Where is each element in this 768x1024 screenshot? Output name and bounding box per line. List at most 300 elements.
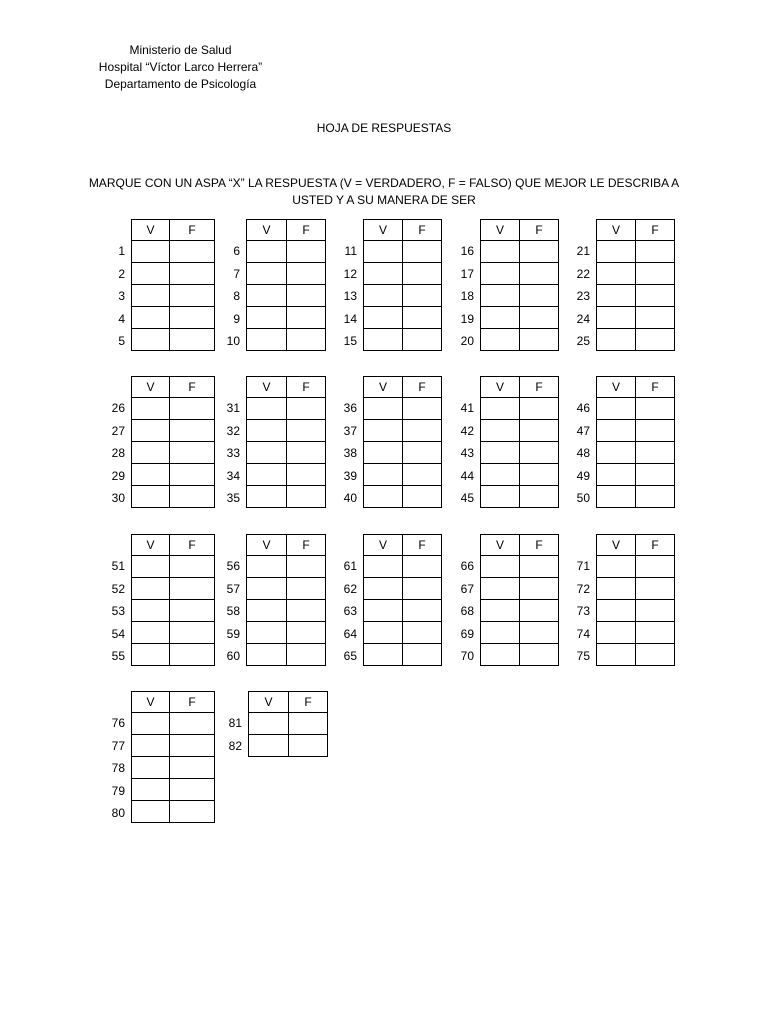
answer-table <box>246 376 326 508</box>
answer-row <box>481 486 559 508</box>
answer-cell-v[interactable] <box>247 307 287 329</box>
answer-cell-f[interactable] <box>170 713 215 735</box>
question-number: 77 <box>111 738 125 753</box>
answer-row <box>597 600 675 622</box>
question-number: 55 <box>111 649 125 663</box>
answer-row <box>132 779 215 801</box>
answer-cell-f[interactable] <box>287 644 326 666</box>
question-number: 20 <box>460 334 474 348</box>
answer-cell-f[interactable] <box>287 600 326 622</box>
answer-cell-v[interactable] <box>364 285 403 307</box>
answer-cell-v[interactable] <box>247 398 287 420</box>
answer-cell-v[interactable] <box>481 486 520 508</box>
answer-cell-v[interactable] <box>247 464 287 486</box>
answer-cell-f[interactable] <box>403 644 442 666</box>
answer-table <box>480 219 559 351</box>
answer-cell-v[interactable] <box>249 713 289 735</box>
answer-cell-v[interactable] <box>481 285 520 307</box>
answer-row <box>597 486 675 508</box>
answer-cell-v[interactable] <box>481 622 520 644</box>
answer-cell-v[interactable] <box>247 329 287 351</box>
answer-cell-f[interactable] <box>403 263 442 285</box>
question-number: 8 <box>233 289 240 303</box>
answer-cell-v[interactable] <box>597 263 636 285</box>
answer-cell-f[interactable] <box>170 398 215 420</box>
answer-row <box>364 600 442 622</box>
answer-cell-v[interactable] <box>481 263 520 285</box>
column-header-f: F <box>287 535 326 556</box>
answer-cell-f[interactable] <box>636 420 675 442</box>
answer-cell-f[interactable] <box>636 307 675 329</box>
answer-cell-v[interactable] <box>132 713 170 735</box>
answer-cell-v[interactable] <box>132 757 170 779</box>
answer-cell-v[interactable] <box>132 578 170 600</box>
answer-cell-v[interactable] <box>247 556 287 578</box>
answer-row <box>247 600 326 622</box>
question-number: 70 <box>460 649 474 663</box>
answer-cell-f[interactable] <box>636 622 675 644</box>
column-header-f: F <box>170 377 215 398</box>
answer-row <box>247 241 326 263</box>
answer-cell-v[interactable] <box>597 241 636 263</box>
answer-cell-f[interactable] <box>520 578 559 600</box>
answer-cell-f[interactable] <box>287 578 326 600</box>
question-number: 56 <box>226 559 240 573</box>
column-header-f: F <box>636 377 675 398</box>
answer-cell-v[interactable] <box>597 285 636 307</box>
answer-row <box>481 644 559 666</box>
answer-cell-v[interactable] <box>481 329 520 351</box>
answer-row <box>247 622 326 644</box>
answer-cell-f[interactable] <box>403 420 442 442</box>
answer-row <box>249 735 328 757</box>
column-header-v: V <box>132 377 170 398</box>
answer-cell-v[interactable] <box>247 285 287 307</box>
answer-row <box>132 329 215 351</box>
answer-cell-v[interactable] <box>364 486 403 508</box>
question-number: 65 <box>343 649 357 663</box>
answer-cell-f[interactable] <box>520 307 559 329</box>
answer-cell-v[interactable] <box>597 600 636 622</box>
answer-cell-f[interactable] <box>520 398 559 420</box>
question-number: 62 <box>343 581 357 596</box>
question-number: 5 <box>118 334 125 348</box>
column-header-v: V <box>249 692 289 713</box>
answer-cell-f[interactable] <box>520 329 559 351</box>
answer-row <box>364 285 442 307</box>
answer-cell-v[interactable] <box>364 556 403 578</box>
answer-cell-v[interactable] <box>597 442 636 464</box>
answer-cell-v[interactable] <box>132 464 170 486</box>
answer-cell-v[interactable] <box>132 600 170 622</box>
answer-cell-v[interactable] <box>249 735 289 757</box>
answer-cell-f[interactable] <box>403 486 442 508</box>
answer-cell-f[interactable] <box>520 442 559 464</box>
answer-row <box>132 600 215 622</box>
answer-cell-v[interactable] <box>597 329 636 351</box>
column-header-f: F <box>636 220 675 241</box>
answer-row <box>481 622 559 644</box>
answer-cell-f[interactable] <box>403 398 442 420</box>
answer-row <box>597 307 675 329</box>
answer-cell-v[interactable] <box>364 442 403 464</box>
answer-cell-f[interactable] <box>170 442 215 464</box>
question-number: 72 <box>576 581 590 596</box>
column-header-v: V <box>247 220 287 241</box>
answer-cell-v[interactable] <box>364 307 403 329</box>
answer-row <box>481 241 559 263</box>
answer-row <box>597 464 675 486</box>
answer-row <box>364 486 442 508</box>
answer-cell-v[interactable] <box>132 801 170 823</box>
question-number: 47 <box>576 423 590 438</box>
answer-cell-f[interactable] <box>403 442 442 464</box>
column-header-f: F <box>403 535 442 556</box>
answer-cell-v[interactable] <box>364 263 403 285</box>
question-number: 39 <box>343 468 357 483</box>
answer-cell-f[interactable] <box>403 285 442 307</box>
answer-table <box>480 376 559 508</box>
answer-cell-f[interactable] <box>403 307 442 329</box>
answer-cell-f[interactable] <box>287 398 326 420</box>
answer-cell-f[interactable] <box>170 735 215 757</box>
question-number: 59 <box>226 626 240 641</box>
answer-cell-v[interactable] <box>597 644 636 666</box>
question-number: 27 <box>111 423 125 438</box>
question-number: 24 <box>576 311 590 326</box>
answer-cell-f[interactable] <box>170 779 215 801</box>
answer-row <box>132 464 215 486</box>
column-header-v: V <box>481 377 520 398</box>
answer-cell-f[interactable] <box>287 263 326 285</box>
answer-cell-v[interactable] <box>132 329 170 351</box>
answer-cell-v[interactable] <box>364 600 403 622</box>
answer-row <box>247 442 326 464</box>
answer-cell-v[interactable] <box>132 735 170 757</box>
answer-table <box>596 219 675 351</box>
column-header-f: F <box>170 220 215 241</box>
answer-cell-v[interactable] <box>364 398 403 420</box>
answer-cell-f[interactable] <box>520 241 559 263</box>
answer-row <box>597 263 675 285</box>
question-number: 69 <box>460 626 474 641</box>
question-number: 14 <box>343 311 357 326</box>
answer-cell-v[interactable] <box>247 644 287 666</box>
column-header-f: F <box>170 692 215 713</box>
answer-row <box>247 263 326 285</box>
answer-cell-v[interactable] <box>247 486 287 508</box>
answer-table <box>246 219 326 351</box>
answer-row <box>481 398 559 420</box>
question-number: 19 <box>460 311 474 326</box>
question-number: 51 <box>111 559 125 573</box>
answer-cell-v[interactable] <box>597 398 636 420</box>
question-number: 48 <box>576 446 590 460</box>
answer-row <box>132 241 215 263</box>
answer-cell-v[interactable] <box>132 486 170 508</box>
answer-cell-v[interactable] <box>132 420 170 442</box>
answer-cell-v[interactable] <box>132 622 170 644</box>
answer-cell-f[interactable] <box>170 556 215 578</box>
question-number: 71 <box>576 559 590 573</box>
answer-cell-v[interactable] <box>481 398 520 420</box>
answer-cell-v[interactable] <box>247 622 287 644</box>
answer-row <box>132 622 215 644</box>
answer-row <box>132 486 215 508</box>
answer-cell-f[interactable] <box>170 644 215 666</box>
answer-cell-f[interactable] <box>287 442 326 464</box>
answer-row <box>364 442 442 464</box>
answer-row <box>481 420 559 442</box>
answer-cell-v[interactable] <box>132 241 170 263</box>
question-number: 15 <box>343 334 357 348</box>
answer-row <box>132 801 215 823</box>
answer-cell-v[interactable] <box>132 779 170 801</box>
answer-cell-v[interactable] <box>481 241 520 263</box>
answer-row <box>597 556 675 578</box>
answer-cell-f[interactable] <box>170 285 215 307</box>
answer-cell-f[interactable] <box>520 644 559 666</box>
answer-cell-f[interactable] <box>520 600 559 622</box>
answer-cell-v[interactable] <box>132 263 170 285</box>
answer-cell-v[interactable] <box>481 644 520 666</box>
question-number: 40 <box>343 491 357 505</box>
question-number: 21 <box>576 244 590 258</box>
answer-row <box>481 329 559 351</box>
answer-cell-f[interactable] <box>287 464 326 486</box>
answer-cell-f[interactable] <box>403 578 442 600</box>
answer-cell-f[interactable] <box>289 713 328 735</box>
answer-cell-v[interactable] <box>597 622 636 644</box>
answer-row <box>481 556 559 578</box>
answer-row <box>364 420 442 442</box>
answer-cell-f[interactable] <box>287 622 326 644</box>
question-number: 46 <box>576 401 590 415</box>
answer-cell-v[interactable] <box>597 486 636 508</box>
column-header-f: F <box>287 377 326 398</box>
question-number: 34 <box>226 468 240 483</box>
question-number: 1 <box>118 244 125 258</box>
question-number: 53 <box>111 604 125 618</box>
answer-cell-v[interactable] <box>481 600 520 622</box>
answer-cell-v[interactable] <box>364 578 403 600</box>
answer-cell-f[interactable] <box>636 578 675 600</box>
question-number: 36 <box>343 401 357 415</box>
column-header-f: F <box>520 220 559 241</box>
answer-cell-f[interactable] <box>520 420 559 442</box>
answer-cell-f[interactable] <box>170 801 215 823</box>
answer-cell-f[interactable] <box>170 600 215 622</box>
question-number: 4 <box>118 311 125 326</box>
answer-row <box>481 263 559 285</box>
answer-cell-f[interactable] <box>170 307 215 329</box>
question-number: 49 <box>576 468 590 483</box>
answer-cell-f[interactable] <box>403 464 442 486</box>
answer-cell-f[interactable] <box>636 600 675 622</box>
answer-cell-v[interactable] <box>481 578 520 600</box>
answer-cell-v[interactable] <box>132 285 170 307</box>
answer-cell-v[interactable] <box>364 644 403 666</box>
answer-row <box>597 420 675 442</box>
answer-cell-f[interactable] <box>170 464 215 486</box>
answer-cell-f[interactable] <box>636 241 675 263</box>
answer-cell-v[interactable] <box>247 578 287 600</box>
answer-cell-v[interactable] <box>597 556 636 578</box>
answer-cell-f[interactable] <box>636 644 675 666</box>
answer-row <box>247 486 326 508</box>
answer-cell-f[interactable] <box>520 263 559 285</box>
answer-cell-f[interactable] <box>636 486 675 508</box>
answer-row <box>247 420 326 442</box>
answer-cell-f[interactable] <box>287 486 326 508</box>
answer-cell-v[interactable] <box>364 329 403 351</box>
answer-row <box>364 241 442 263</box>
answer-row <box>132 757 215 779</box>
answer-cell-f[interactable] <box>403 622 442 644</box>
answer-cell-f[interactable] <box>520 285 559 307</box>
question-number: 6 <box>233 244 240 258</box>
answer-cell-f[interactable] <box>636 329 675 351</box>
answer-cell-f[interactable] <box>403 600 442 622</box>
answer-cell-v[interactable] <box>481 307 520 329</box>
answer-cell-f[interactable] <box>636 285 675 307</box>
answer-cell-v[interactable] <box>132 307 170 329</box>
question-number: 12 <box>343 266 357 281</box>
answer-cell-f[interactable] <box>170 486 215 508</box>
answer-cell-v[interactable] <box>247 263 287 285</box>
answer-row <box>597 285 675 307</box>
ministry-name: Ministerio de Salud <box>129 43 232 57</box>
answer-cell-f[interactable] <box>636 442 675 464</box>
question-number: 63 <box>343 604 357 618</box>
answer-cell-f[interactable] <box>170 241 215 263</box>
answer-cell-f[interactable] <box>403 556 442 578</box>
answer-cell-f[interactable] <box>403 241 442 263</box>
question-number: 45 <box>460 491 474 505</box>
answer-cell-v[interactable] <box>597 464 636 486</box>
answer-cell-v[interactable] <box>364 420 403 442</box>
answer-cell-f[interactable] <box>636 556 675 578</box>
answer-cell-v[interactable] <box>132 442 170 464</box>
answer-cell-f[interactable] <box>287 556 326 578</box>
answer-row <box>247 556 326 578</box>
answer-cell-v[interactable] <box>132 556 170 578</box>
answer-row <box>481 578 559 600</box>
question-number: 61 <box>343 559 357 573</box>
answer-cell-f[interactable] <box>287 420 326 442</box>
answer-cell-f[interactable] <box>287 241 326 263</box>
question-number: 82 <box>228 738 242 753</box>
question-number: 3 <box>118 289 125 303</box>
answer-row <box>364 464 442 486</box>
answer-table <box>596 376 675 508</box>
column-header-v: V <box>132 220 170 241</box>
answer-cell-f[interactable] <box>636 263 675 285</box>
answer-row <box>249 713 328 735</box>
answer-cell-v[interactable] <box>597 307 636 329</box>
answer-row <box>364 556 442 578</box>
answer-row <box>132 644 215 666</box>
hospital-name: Hospital “Víctor Larco Herrera” <box>98 60 263 74</box>
answer-cell-f[interactable] <box>636 398 675 420</box>
answer-cell-v[interactable] <box>247 442 287 464</box>
answer-row <box>247 578 326 600</box>
answer-cell-f[interactable] <box>403 329 442 351</box>
question-number: 7 <box>233 266 240 281</box>
question-number: 26 <box>111 401 125 415</box>
answer-cell-v[interactable] <box>247 241 287 263</box>
answer-row <box>247 307 326 329</box>
answer-row <box>364 263 442 285</box>
column-header-v: V <box>597 535 636 556</box>
question-number: 50 <box>576 491 590 505</box>
question-number: 43 <box>460 446 474 460</box>
answer-cell-f[interactable] <box>170 263 215 285</box>
answer-cell-f[interactable] <box>289 735 328 757</box>
answer-cell-v[interactable] <box>247 600 287 622</box>
question-number: 66 <box>460 559 474 573</box>
answer-cell-v[interactable] <box>364 464 403 486</box>
question-number: 33 <box>226 446 240 460</box>
answer-cell-f[interactable] <box>170 622 215 644</box>
answer-cell-f[interactable] <box>287 329 326 351</box>
answer-cell-v[interactable] <box>132 398 170 420</box>
answer-cell-v[interactable] <box>481 442 520 464</box>
department-name: Departamento de Psicología <box>104 77 257 91</box>
column-header-f: F <box>287 220 326 241</box>
answer-cell-v[interactable] <box>132 644 170 666</box>
answer-cell-f[interactable] <box>170 757 215 779</box>
answer-row <box>481 285 559 307</box>
answer-cell-v[interactable] <box>597 578 636 600</box>
answer-cell-f[interactable] <box>287 285 326 307</box>
answer-cell-v[interactable] <box>597 420 636 442</box>
question-number: 11 <box>344 244 357 258</box>
answer-cell-f[interactable] <box>170 578 215 600</box>
column-header-v: V <box>597 220 636 241</box>
answer-row <box>364 644 442 666</box>
question-number: 57 <box>226 581 240 596</box>
answer-row <box>597 578 675 600</box>
question-number: 81 <box>228 716 242 730</box>
answer-row <box>132 398 215 420</box>
answer-cell-f[interactable] <box>636 464 675 486</box>
answer-cell-f[interactable] <box>520 556 559 578</box>
answer-cell-f[interactable] <box>520 464 559 486</box>
answer-cell-f[interactable] <box>287 307 326 329</box>
instructions-line-1: MARQUE CON UN ASPA “X” LA RESPUESTA (V = VERDADERO, F = FALSO) QUE MEJOR LE DESCRIBA A <box>88 176 680 190</box>
answer-cell-f[interactable] <box>170 329 215 351</box>
answer-row <box>247 398 326 420</box>
answer-cell-f[interactable] <box>170 420 215 442</box>
answer-table <box>363 376 442 508</box>
answer-cell-v[interactable] <box>364 622 403 644</box>
question-number: 52 <box>111 581 125 596</box>
answer-cell-f[interactable] <box>520 486 559 508</box>
answer-cell-f[interactable] <box>520 622 559 644</box>
answer-cell-v[interactable] <box>481 556 520 578</box>
question-number: 38 <box>343 446 357 460</box>
question-number: 2 <box>118 266 125 281</box>
answer-row <box>132 285 215 307</box>
question-number: 54 <box>111 626 125 641</box>
answer-cell-v[interactable] <box>364 241 403 263</box>
answer-cell-v[interactable] <box>247 420 287 442</box>
answer-cell-v[interactable] <box>481 420 520 442</box>
column-header-v: V <box>481 535 520 556</box>
answer-cell-v[interactable] <box>481 464 520 486</box>
column-header-v: V <box>364 535 403 556</box>
